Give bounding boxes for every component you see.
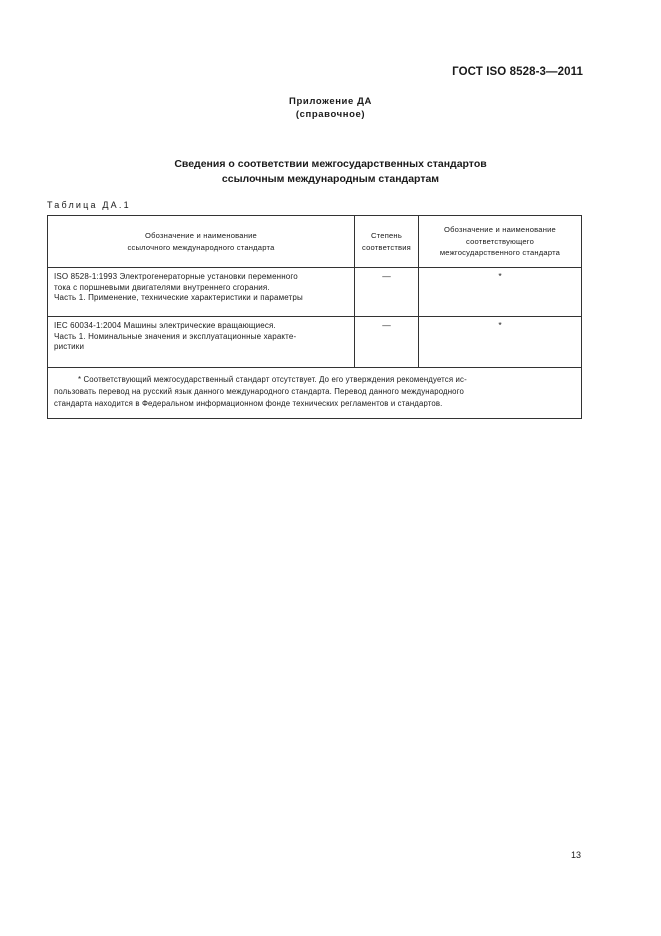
- row1-line-1: ISO 8528-1:1993 Электрогенераторные установки переменного: [54, 272, 298, 281]
- table-row: [48, 268, 582, 317]
- header-national-standard: [419, 216, 582, 268]
- cell-international-standard: [48, 268, 355, 317]
- footnote-line-3: стандарта находится в Федеральном информационном фонде технических регламентов и стандартов.: [54, 399, 443, 408]
- row2-line-3: ристики: [54, 342, 85, 352]
- table-caption: Таблица ДА.1: [47, 200, 131, 210]
- row1-line-3: Часть 1. Применение, технические характеристики и параметры: [54, 293, 303, 303]
- header-col1-line-2: ссылочного международного стандарта: [127, 242, 275, 252]
- cell-national-standard: *: [419, 268, 582, 317]
- annex-subtitle: (справочное): [295, 109, 366, 120]
- table-header-row: [48, 216, 582, 268]
- header-degree: [355, 216, 419, 268]
- header-col3-line-2: соответствующего: [466, 236, 534, 246]
- table-note-row: [48, 368, 582, 419]
- table-footnote: [48, 368, 582, 419]
- header-col3-line-1: Обозначение и наименование: [444, 225, 556, 235]
- header-col1-line-1: Обозначение и наименование: [145, 231, 257, 240]
- document-code: ГОСТ ISO 8528-3—2011: [452, 66, 583, 78]
- footnote-line-1: * Соответствующий межгосударственный стандарт отсутствует. До его утверждения рекомендуется ис-: [78, 375, 467, 384]
- header-international-standard: [48, 216, 355, 268]
- cell-international-standard: [48, 317, 355, 368]
- page-number: 13: [570, 850, 581, 860]
- row1-line-2: тока с поршневыми двигателями внутреннего сгорания.: [54, 282, 270, 292]
- header-col2-line-2: соответствия: [361, 242, 411, 252]
- header-col2-line-1: Степень: [371, 231, 402, 240]
- row2-line-1: IEC 60034-1:2004 Машины электрические вращающиеся.: [54, 321, 276, 330]
- cell-degree: —: [355, 268, 419, 317]
- cell-national-standard: *: [419, 317, 582, 368]
- annex-title: Приложение ДА: [289, 96, 372, 107]
- cell-degree: —: [355, 317, 419, 368]
- row2-line-2: Часть 1. Номинальные значения и эксплуатационные характе-: [54, 331, 297, 341]
- header-col3-line-3: межгосударственного стандарта: [439, 248, 561, 258]
- footnote-line-2: пользовать перевод на русский язык данного международного стандарта. Перевод данного международного: [54, 387, 464, 396]
- table-row: [48, 317, 582, 368]
- section-title: [0, 157, 661, 187]
- section-title-line-2: ссылочным международным стандартам: [221, 173, 440, 185]
- section-title-line-1: Сведения о соответствии межгосударственных стандартов: [174, 158, 487, 170]
- correspondence-table: [47, 215, 582, 419]
